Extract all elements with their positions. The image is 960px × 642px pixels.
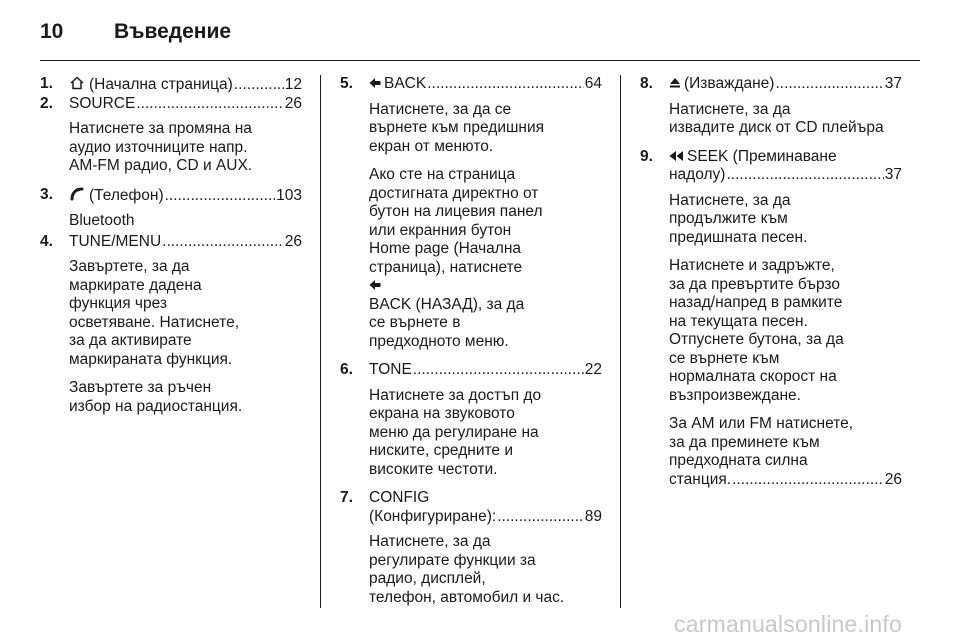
entry-description: Натиснете, за да продължите към предишната песен. Натиснете и задръжте, за да превъртите бързо назад/напред в рамките на текущата песен. Отпуснете бутона, за да се върнете към нормалната скорост на възпроизвеждане. За AM или FM натиснете, за да преминете към предходната силна xyxy=(669,191,854,469)
entry-label-line-1: CONFIG xyxy=(369,489,430,506)
entry-heading xyxy=(369,75,602,94)
entry-8 xyxy=(640,75,902,138)
page-ref: 64 xyxy=(584,75,602,92)
column-divider-2 xyxy=(620,75,621,608)
entry-9 xyxy=(640,148,902,490)
entry-label: (Изваждане) xyxy=(684,75,775,92)
leader-dots xyxy=(413,361,584,380)
entry-number: 7. xyxy=(340,489,353,506)
column-divider-1 xyxy=(320,75,321,608)
leader-dots xyxy=(427,75,584,94)
entry-description: Натиснете, за да извадите диск от CD плейъра xyxy=(669,100,884,136)
entry-number: 9. xyxy=(640,147,653,165)
leader-dots xyxy=(732,471,884,490)
entry-heading xyxy=(69,95,302,114)
entry-description: Завъртете, за да маркирате дадена функция чрез осветяване. Натиснете, за да активирате маркираната функция. Завъртете за ръчен избор на радиостанция. xyxy=(69,258,243,415)
page-ref: 37 xyxy=(884,166,902,183)
entry-heading-last-line xyxy=(669,471,902,490)
leader-dots xyxy=(234,76,284,95)
eject-icon xyxy=(669,77,681,89)
entry-heading xyxy=(669,75,902,94)
page-ref: 12 xyxy=(284,76,302,93)
entry-heading xyxy=(369,361,602,380)
page-ref: 37 xyxy=(884,75,902,92)
page-ref: 22 xyxy=(584,361,602,378)
entry-label: BACK xyxy=(384,75,427,92)
entry-description: Натиснете за достъп до екрана на звуковото меню да регулиране на ниските, средните и високите честоти. xyxy=(369,386,542,478)
entry-1 xyxy=(40,75,302,95)
page-title: Въведение xyxy=(114,20,232,43)
column-2 xyxy=(340,75,602,617)
entry-label: (Начална страница) xyxy=(89,76,233,93)
entry-number: 8. xyxy=(640,75,653,92)
leader-dots xyxy=(136,95,283,114)
entry-heading xyxy=(69,233,302,252)
entry-label-line-1 xyxy=(669,148,902,167)
entry-4 xyxy=(40,233,302,417)
entry-heading xyxy=(669,166,902,185)
entry-2 xyxy=(40,95,302,176)
page-ref: 26 xyxy=(884,470,902,488)
page-ref: 89 xyxy=(584,507,602,525)
page-number: 10 xyxy=(40,20,64,43)
entry-number: 3. xyxy=(40,185,53,203)
entry-heading xyxy=(69,75,302,95)
leader-dots xyxy=(162,233,284,252)
home-icon xyxy=(69,75,85,91)
entry-number: 5. xyxy=(340,75,353,92)
entry-description: Натиснете, за да регулирате функции за радио, дисплей, телефон, автомобил и час. xyxy=(369,533,565,606)
entry-heading xyxy=(69,186,302,206)
leader-dots xyxy=(775,75,883,94)
page-header xyxy=(40,20,920,50)
entry-description: Натиснете, за да се върнете към предишния екран от менюто. Ако сте на страница достигната директно от бутон на лицевия панел или екранния бутон Home page (Начална страница), натиснете BACK (НАЗАД), за да се върнете в предходното меню. xyxy=(369,100,545,350)
entry-label: надолу) xyxy=(669,166,726,183)
entry-6 xyxy=(340,361,602,479)
entry-label: станция. xyxy=(669,470,732,488)
back-arrow-icon xyxy=(369,77,381,89)
leader-dots xyxy=(165,187,276,206)
watermark: carmanualsonline.info xyxy=(674,611,902,637)
entry-7 xyxy=(340,489,602,607)
entry-label: SEEK (Преминаване xyxy=(687,147,837,165)
entry-label: TONE xyxy=(369,361,412,378)
leader-dots xyxy=(497,508,584,527)
phone-icon xyxy=(69,186,85,202)
entry-description: Bluetooth xyxy=(69,212,135,229)
entry-3 xyxy=(40,186,302,231)
entry-label: SOURCE xyxy=(69,94,136,112)
entry-label: (Телефон) xyxy=(89,186,164,204)
entry-label: (Конфигуриране): xyxy=(369,507,497,525)
column-1 xyxy=(40,75,302,426)
entry-description: Натиснете за промяна на аудио източниците напр. AM-FM радио, CD и AUX. xyxy=(69,120,253,174)
entry-number: 6. xyxy=(340,361,353,378)
column-3 xyxy=(640,75,902,489)
entry-number: 2. xyxy=(40,94,53,112)
seek-back-icon xyxy=(669,150,684,162)
page-ref: 103 xyxy=(276,186,302,204)
entry-label: TUNE/MENU xyxy=(69,232,162,250)
page-ref: 26 xyxy=(284,232,302,250)
entry-5 xyxy=(340,75,602,351)
entry-heading xyxy=(369,508,602,527)
entry-number: 1. xyxy=(40,75,53,92)
leader-dots xyxy=(726,166,883,185)
back-arrow-icon xyxy=(369,279,381,291)
entry-number: 4. xyxy=(40,232,53,250)
page-ref: 26 xyxy=(284,94,302,112)
header-rule xyxy=(40,60,920,61)
